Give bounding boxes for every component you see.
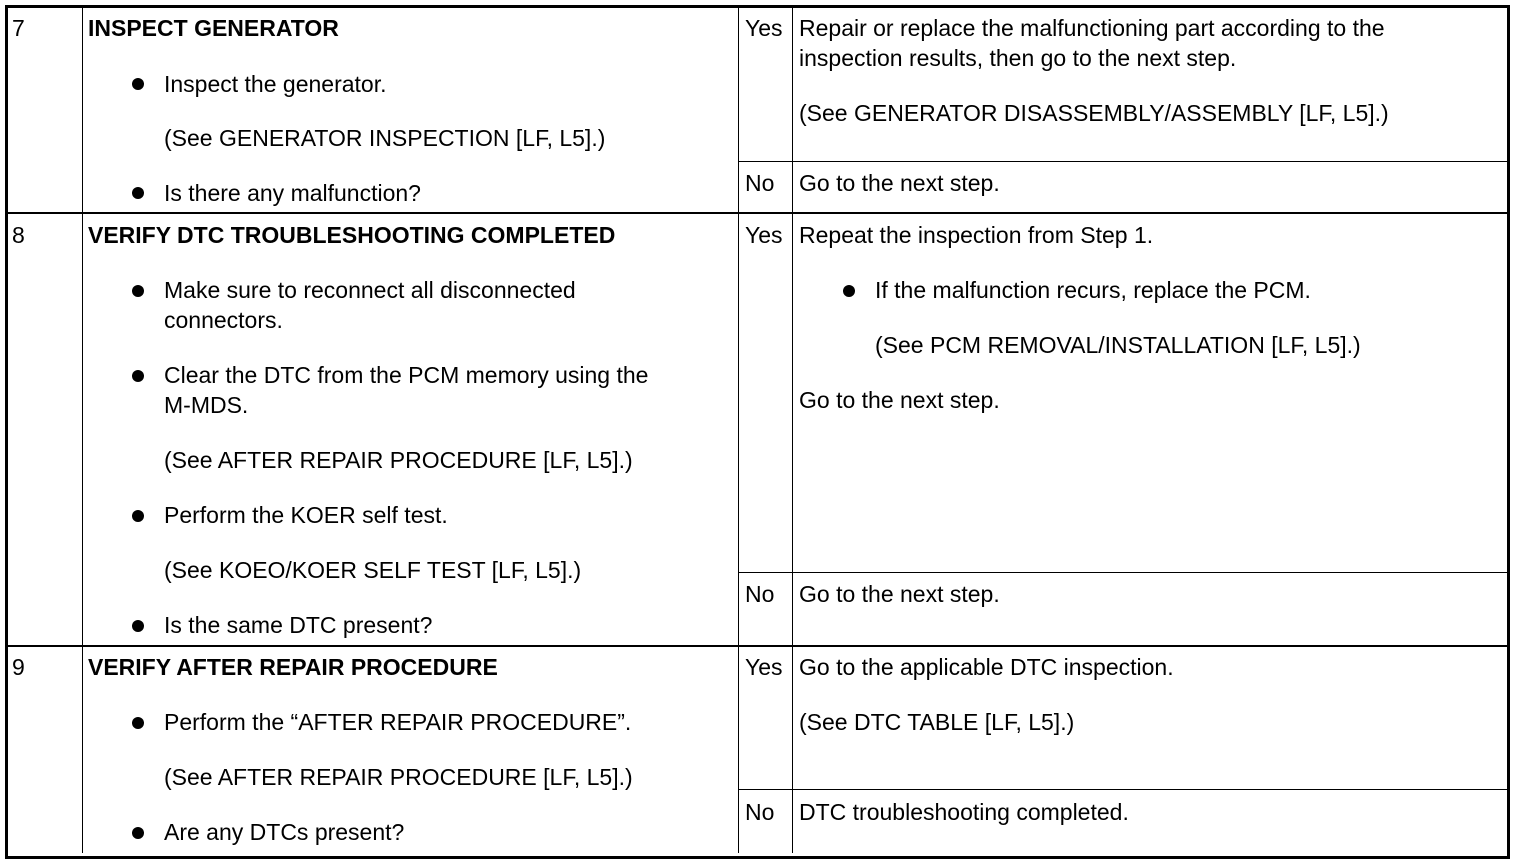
action-reference: (See AFTER REPAIR PROCEDURE [LF, L5].) [164, 447, 633, 473]
action-bullet: Perform the “AFTER REPAIR PROCEDURE”. [164, 709, 632, 735]
yes-result-line: Repair or replace the malfunctioning part according to the [799, 15, 1385, 41]
action-bullet-cont: connectors. [164, 307, 283, 333]
no-result: Go to the next step. [799, 170, 1000, 196]
yes-result-reference: (See GENERATOR DISASSEMBLY/ASSEMBLY [LF, L5].) [799, 100, 1389, 126]
step-title: VERIFY DTC TROUBLESHOOTING COMPLETED [88, 222, 616, 248]
bullet-icon [132, 510, 144, 522]
action-bullet: Make sure to reconnect all disconnected [164, 277, 576, 303]
bullet-icon [132, 717, 144, 729]
column-divider-action [738, 8, 739, 853]
column-divider-result [792, 8, 793, 853]
action-bullet: Clear the DTC from the PCM memory using the [164, 362, 649, 388]
step-title: INSPECT GENERATOR [88, 15, 339, 41]
action-question: Are any DTCs present? [164, 819, 405, 845]
step-number: 9 [12, 654, 25, 680]
action-question: Is there any malfunction? [164, 180, 421, 206]
yes-label: Yes [745, 654, 783, 680]
row-divider-8-9 [8, 645, 1507, 647]
action-reference: (See KOEO/KOER SELF TEST [LF, L5].) [164, 557, 582, 583]
yes-no-divider-7 [738, 161, 1507, 162]
yes-no-divider-8 [738, 572, 1507, 573]
action-question: Is the same DTC present? [164, 612, 433, 638]
no-result: Go to the next step. [799, 581, 1000, 607]
bullet-icon [132, 285, 144, 297]
no-label: No [745, 170, 775, 196]
no-label: No [745, 799, 775, 825]
yes-result-line: inspection results, then go to the next step. [799, 45, 1237, 71]
column-divider-step [82, 8, 83, 853]
row-divider-7-8 [8, 212, 1507, 214]
action-bullet: Inspect the generator. [164, 71, 387, 97]
yes-result-line: Go to the next step. [799, 387, 1000, 413]
no-label: No [745, 581, 775, 607]
step-number: 7 [12, 15, 25, 41]
bullet-icon [132, 827, 144, 839]
action-reference: (See GENERATOR INSPECTION [LF, L5].) [164, 125, 606, 151]
yes-result-line: Repeat the inspection from Step 1. [799, 222, 1154, 248]
yes-result-reference: (See DTC TABLE [LF, L5].) [799, 709, 1075, 735]
yes-result-reference: (See PCM REMOVAL/INSTALLATION [LF, L5].) [875, 332, 1361, 358]
yes-no-divider-9 [738, 789, 1507, 790]
bullet-icon [132, 620, 144, 632]
step-number: 8 [12, 222, 25, 248]
bullet-icon [132, 187, 144, 199]
bullet-icon [843, 285, 855, 297]
bullet-icon [132, 78, 144, 90]
bullet-icon [132, 370, 144, 382]
action-reference: (See AFTER REPAIR PROCEDURE [LF, L5].) [164, 764, 633, 790]
yes-label: Yes [745, 222, 783, 248]
action-bullet-cont: M-MDS. [164, 392, 249, 418]
action-bullet: Perform the KOER self test. [164, 502, 448, 528]
yes-label: Yes [745, 15, 783, 41]
step-title: VERIFY AFTER REPAIR PROCEDURE [88, 654, 498, 680]
yes-result-bullet: If the malfunction recurs, replace the PCM. [875, 277, 1311, 303]
no-result: DTC troubleshooting completed. [799, 799, 1129, 825]
yes-result-line: Go to the applicable DTC inspection. [799, 654, 1174, 680]
